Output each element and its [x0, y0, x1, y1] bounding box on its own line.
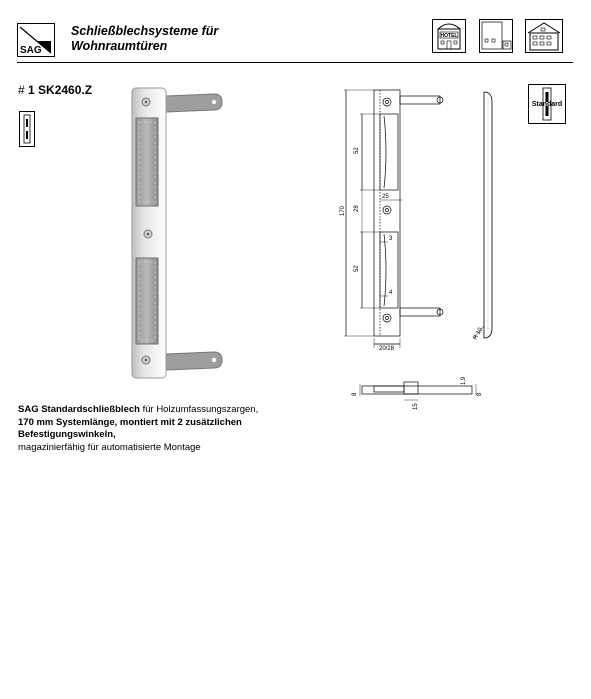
- desc-line-2: 170 mm Systemlänge, montiert mit 2 zusätzlichen: [18, 416, 242, 428]
- page-title: [71, 24, 218, 54]
- dim-170: 170: [340, 205, 346, 216]
- dim-3: 3: [389, 236, 393, 242]
- title-line-1: Schließblechsysteme für: [71, 24, 219, 38]
- desc-usage: für Holzumfassungszargen,: [139, 404, 259, 415]
- logo-text: SAG: [20, 45, 42, 56]
- dim-4: 4: [389, 290, 393, 296]
- desc-line-4: magazinierfähig für automatisierte Montage: [18, 441, 201, 453]
- desc-line-1: [18, 404, 278, 417]
- dim-52-bottom: 52: [354, 265, 360, 272]
- dim-25: 25: [382, 194, 389, 200]
- apartment-building-icon: [525, 19, 563, 53]
- dim-52-top: 52: [354, 147, 360, 154]
- technical-drawing-front: [336, 82, 466, 350]
- standard-label: Standard: [531, 101, 563, 108]
- dim-20-28: 20/28: [379, 346, 395, 352]
- dim-28: 28: [354, 205, 360, 212]
- standard-badge-icon: [528, 84, 566, 124]
- strike-plate-position-icon: [19, 111, 35, 147]
- technical-drawing-section: [352, 372, 482, 412]
- dim-r10: R 10: [472, 327, 485, 341]
- product-description: [18, 404, 278, 454]
- article-number: 1 SK2460.Z: [28, 83, 93, 97]
- hotel-label: HOTEL: [440, 33, 458, 39]
- hash-symbol: #: [18, 83, 25, 97]
- hotel-building-icon: [432, 19, 466, 53]
- dim-15: 15: [413, 403, 419, 410]
- desc-product-name: SAG Standardschließblech: [18, 404, 140, 415]
- house-icon: [479, 19, 513, 53]
- product-code: [18, 83, 92, 97]
- technical-drawing-side: [470, 88, 510, 348]
- title-line-2: Wohnraumtüren: [71, 39, 168, 53]
- sag-logo: [17, 23, 55, 57]
- dim-8-right: 8: [477, 392, 483, 396]
- desc-line-3: Befestigungswinkeln,: [18, 429, 116, 440]
- strike-plate-illustration: [126, 86, 226, 380]
- dim-1-9: 1,9: [461, 376, 467, 385]
- header-divider: [17, 62, 573, 63]
- dim-8-left: 8: [352, 392, 358, 396]
